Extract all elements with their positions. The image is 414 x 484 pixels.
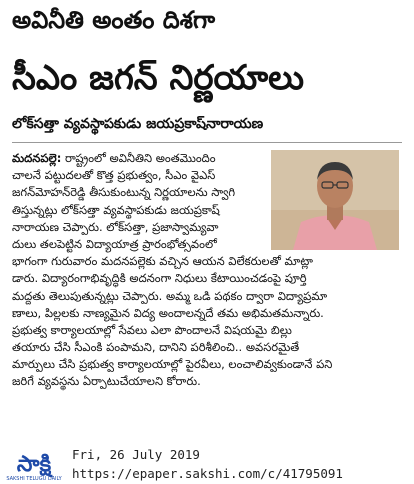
epaper-url[interactable]: https://epaper.sakshi.com/c/41795091 [72, 466, 343, 481]
article-line: మార్పులు చేసి ప్రభుత్వ కార్యాలయాల్లో పైరవీలు, లంచాలివ్వకుండానే పని [12, 357, 333, 372]
article-line: భాగంగా గురువారం మదనపల్లెకు వచ్చిన ఆయన విలేకరులతో మాట్లా [12, 254, 313, 269]
article-body [12, 150, 404, 391]
svg-text:SAKSHI TELUGU DAILY: SAKSHI TELUGU DAILY [6, 476, 62, 482]
article-line: తిస్తున్నట్లు లోక్‌సత్తా వ్యవస్థాపకుడు జయప్రకాష్ [12, 202, 220, 217]
article-line: తయారు చేసి సీఎంకి పంపామని, దానిని పరిశీలించి.. అవసరమైతే [12, 340, 300, 355]
article-line: ణాలు, పిల్లలకు నాణ్యమైన విద్య అందాలన్నదే తమ అభిమతమన్నారు. [12, 305, 324, 320]
article-headline: సీఎం జగన్ నిర్ణయాలు [12, 58, 305, 98]
article-line: దులు తలపెట్టిన విద్యాయాత్ర ప్రారంభోత్సవంలో [12, 236, 217, 251]
article-line: జగన్‌మోహన్‌రెడ్డి తీసుకుంటున్న నిర్ణయాలను స్వాగి [12, 185, 236, 200]
edition-date: Fri, 26 July 2019 [72, 447, 200, 462]
article-line: చాలనే పట్టుదలతో కొత్త ప్రభుత్వం, సీఎం వైఎస్ [12, 168, 216, 183]
article-dateline: మదనపల్లె: [12, 151, 62, 165]
footer-text [72, 445, 343, 483]
article-line: మద్దతు తెలుపుతున్నట్లు చెప్పారు. అమ్మ ఒడి పథకం ద్వారా విద్యాప్రమా [12, 288, 328, 303]
article-line: ప్రభుత్వ కార్యాలయాల్లో సేవలు ఎలా పొందాలనే విషయమై బిల్లు [12, 322, 292, 337]
epaper-footer [0, 443, 414, 484]
headline-divider [12, 142, 402, 143]
article-kicker: అవినీతి అంతం దిశగా [12, 6, 216, 34]
article-line: మదనపల్లె: రాష్ట్రంలో అవినీతిని అంతమొందిం [12, 151, 216, 165]
article-line: జరిగే వ్యవస్థను ఏర్పాటుచేయాలని కోరారు. [12, 374, 201, 389]
article-line: డారు. విద్యారంగాభివృద్ధికి అదనంగా నిధులు కేటాయించడంపై పూర్తి [12, 271, 307, 286]
article-byline: లోక్‌సత్తా వ్యవస్థాపకుడు జయప్రకాష్‌నారాయణ [12, 116, 264, 132]
sakshi-logo [2, 445, 66, 482]
article-line: నారాయణ చెప్పారు. లోక్‌సత్తా, ప్రజాస్వామ్యవా [12, 219, 219, 234]
svg-text:సాక్షి: సాక్షి [16, 452, 52, 477]
